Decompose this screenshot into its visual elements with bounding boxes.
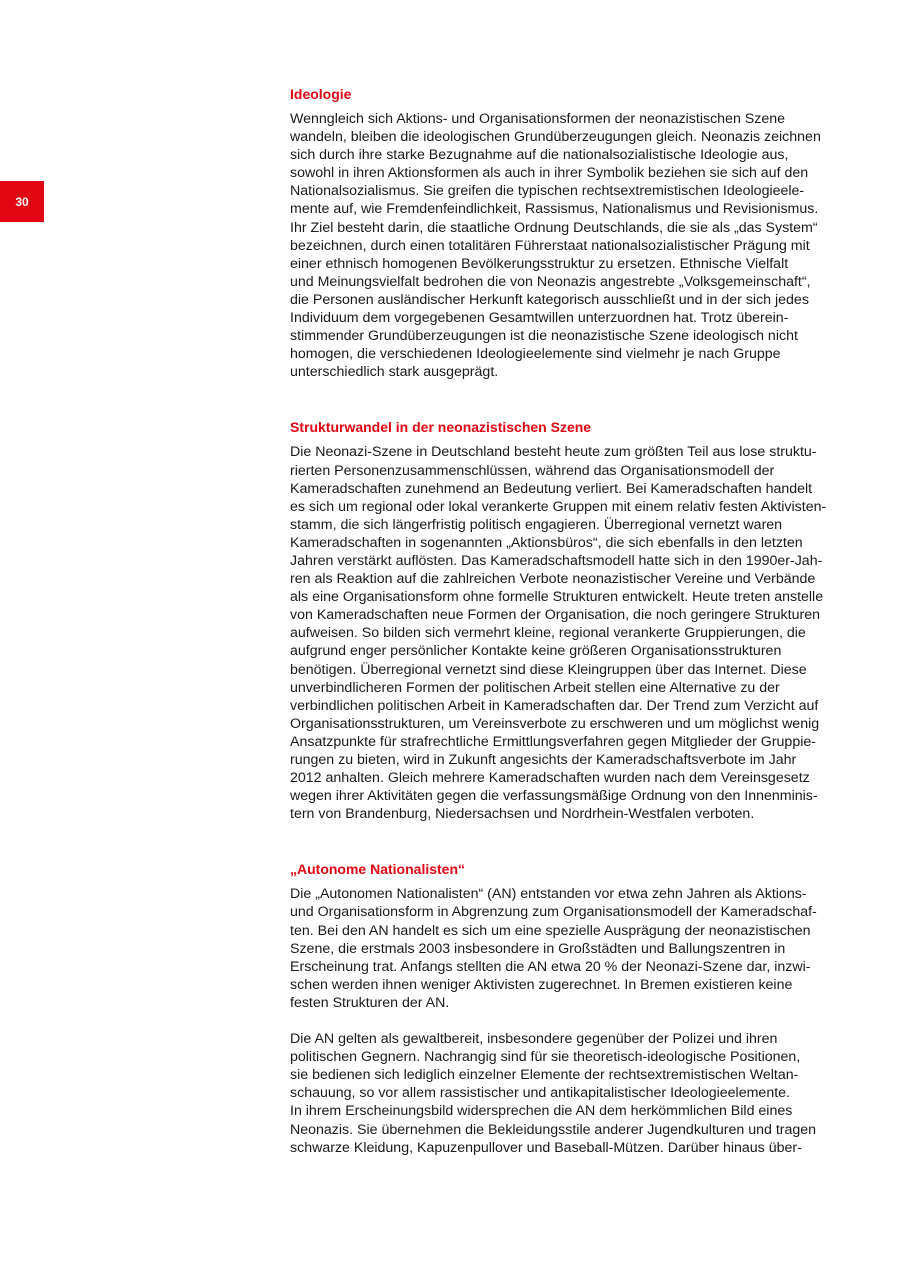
- page-number: 30: [15, 194, 29, 209]
- section-text: [290, 110, 836, 381]
- text-line: 2012 anhalten. Gleich mehrere Kameradschaften wurden nach dem Vereinsgesetz: [290, 770, 810, 787]
- text-line: stamm, die sich längerfristig politisch engagieren. Überregional vernetzt waren: [290, 516, 783, 533]
- text-line: und Meinungsvielfalt bedrohen die von Neonazis angestrebte „Volksgemeinschaft“,: [290, 273, 811, 290]
- text-line: unverbindlicheren Formen der politischen Arbeit stellen eine Alternative zu der: [290, 679, 780, 696]
- text-line: und Organisationsform in Abgrenzung zum Organisationsmodell der Kameradschaf-: [290, 904, 817, 921]
- text-line: einer ethnisch homogenen Bevölkerungsstruktur zu ersetzen. Ethnische Vielfalt: [290, 255, 789, 272]
- text-line: sie bedienen sich lediglich einzelner Elemente der rechtsextremistischen Weltan-: [290, 1067, 799, 1084]
- text-line: aufweisen. So bilden sich vermehrt kleine, regional verankerte Gruppierungen, die: [290, 625, 806, 642]
- text-line: verbindlichen politischen Arbeit in Kameradschaften dar. Der Trend zum Verzicht auf: [290, 697, 819, 714]
- text-line: Wenngleich sich Aktions- und Organisationsformen der neonazistischen Szene: [290, 111, 786, 127]
- text-line: mente auf, wie Fremdenfeindlichkeit, Rassismus, Nationalismus und Revisionismus.: [290, 201, 819, 218]
- text-line: Jahren verstärkt auflösten. Das Kameradschaftsmodell hatte sich in den 1990er-Jah-: [290, 552, 823, 569]
- section-ideologie: [290, 84, 836, 381]
- text-line: Individuum dem vorgegebenen Gesamtwillen unterzuordnen hat. Trotz überein-: [290, 310, 789, 327]
- paragraph-gap: [290, 1012, 836, 1030]
- text-line: politischen Gegnern. Nachrangig sind für sie theoretisch-ideologische Positionen,: [290, 1049, 801, 1066]
- text-line: wandeln, bleiben die ideologischen Grundüberzeugungen gleich. Neonazis zeichnen: [290, 129, 821, 146]
- text-line: als eine Organisationsform ohne formelle Strukturen entwickelt. Heute treten anstelle: [290, 589, 824, 606]
- text-line: sich durch ihre starke Bezugnahme auf die nationalsozialistische Ideologie aus,: [290, 147, 789, 164]
- text-line: benötigen. Überregional vernetzt sind diese Kleingruppen über das Internet. Diese: [290, 661, 807, 678]
- text-line: die Personen ausländischer Herkunft kategorisch ausschließt und in der sich jedes: [290, 291, 809, 308]
- text-line: sowohl in ihren Aktionsformen als auch in ihrer Symbolik beziehen sie sich auf den: [290, 165, 809, 182]
- text-line: aufgrund enger persönlicher Kontakte keine größeren Organisationsstrukturen: [290, 643, 782, 660]
- text-line: schen werden ihnen weniger Aktivisten zugerechnet. In Bremen existieren keine: [290, 976, 793, 993]
- text-line: Ihr Ziel besteht darin, die staatliche Ordnung Deutschlands, die sie als „das System“: [290, 219, 818, 236]
- text-line: wegen ihrer Aktivitäten gegen die verfassungsmäßige Ordnung von den Innenminis-: [290, 788, 818, 805]
- text-line: Die AN gelten als gewaltbereit, insbesondere gegenüber der Polizei und ihren: [290, 1031, 778, 1048]
- text-line: homogen, die verschiedenen Ideologieelemente sind vielmehr je nach Gruppe: [290, 346, 781, 363]
- section-text: [290, 885, 836, 1156]
- text-line: tern von Brandenburg, Niedersachsen und Nordrhein-Westfalen verboten.: [290, 806, 755, 823]
- section-autonome-nationalisten: [290, 859, 836, 1156]
- text-line: rungen zu bieten, wird in Zukunft angesichts der Kameradschaftsverbote im Jahr: [290, 752, 797, 768]
- section-heading: Ideologie: [290, 86, 352, 102]
- text-line: schauung, so vor allem rassistischer und antikapitalistischer Ideologieelemente.: [290, 1085, 790, 1102]
- text-line: es sich um regional oder lokal verankerte Gruppen mit einem relativ festen Aktivisten-: [290, 498, 827, 515]
- text-line: stimmender Grundüberzeugungen ist die neonazistische Szene ideologisch nicht: [290, 328, 798, 345]
- section-strukturwandel: [290, 417, 836, 823]
- text-line: Die Neonazi-Szene in Deutschland besteht heute zum größten Teil aus lose struktu-: [290, 444, 817, 461]
- text-line: Nationalsozialismus. Sie greifen die typischen rechtsextremistischen Ideologieele-: [290, 183, 805, 200]
- text-line: In ihrem Erscheinungsbild widersprechen die AN dem herkömmlichen Bild eines: [290, 1103, 793, 1120]
- text-line: Neonazis. Sie übernehmen die Bekleidungsstile anderer Jugendkulturen und tragen: [290, 1121, 817, 1138]
- page-number-tab: [0, 181, 44, 222]
- text-line: Kameradschaften in sogenannten „Aktionsbüros“, die sich ebenfalls in den letzten: [290, 534, 803, 551]
- text-line: Die „Autonomen Nationalisten“ (AN) entstanden vor etwa zehn Jahren als Aktions-: [290, 886, 807, 903]
- text-line: Kameradschaften zunehmend an Bedeutung verliert. Bei Kameradschaften handelt: [290, 480, 813, 497]
- text-line: rierten Personenzusammenschlüssen, während das Organisationsmodell der: [290, 462, 775, 479]
- text-line: Ansatzpunkte für strafrechtliche Ermittlungsverfahren gegen Mitglieder der Gruppie-: [290, 733, 816, 750]
- document-body: [290, 84, 836, 1193]
- text-line: ten. Bei den AN handelt es sich um eine spezielle Ausprägung der neonazistischen: [290, 922, 811, 939]
- text-line: festen Strukturen der AN.: [290, 994, 450, 1011]
- text-line: bezeichnen, durch einen totalitären Führerstaat nationalsozialistischer Prägung mit: [290, 237, 810, 254]
- text-line: Szene, die erstmals 2003 insbesondere in Großstädten und Ballungszentren in: [290, 940, 786, 957]
- text-line: von Kameradschaften neue Formen der Organisation, die noch geringere Strukturen: [290, 607, 820, 624]
- text-line: schwarze Kleidung, Kapuzenpullover und Baseball-Mützen. Darüber hinaus über-: [290, 1139, 802, 1156]
- section-text: [290, 443, 836, 823]
- text-line: ren als Reaktion auf die zahlreichen Verbote neonazistischer Vereine und Verbände: [290, 571, 816, 588]
- text-line: unterschiedlich stark ausgeprägt.: [290, 364, 499, 381]
- section-heading: Strukturwandel in der neonazistischen Szene: [290, 419, 592, 436]
- text-line: Organisationsstrukturen, um Vereinsverbote zu erschweren und um möglichst wenig: [290, 715, 820, 732]
- section-heading: „Autonome Nationalisten“: [290, 861, 466, 878]
- text-line: Erscheinung trat. Anfangs stellten die AN etwa 20 % der Neonazi-Szene dar, inzwi-: [290, 958, 811, 975]
